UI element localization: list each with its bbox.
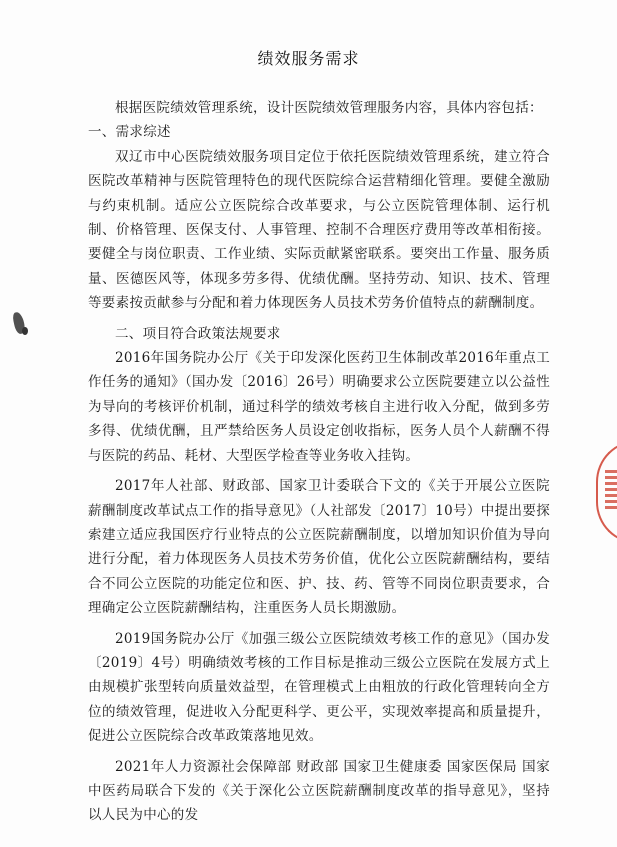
policy-paragraph-2017: 2017年人社部、财政部、国家卫计委联合下文的《关于开展公立医院薪酬制度改革试点工作的指导意见》（人社部发〔2017〕10号）中提出要探索建立适应我国医疗行业特点的公立医院薪酬制度，以增加知识价值为导向进行分配，着力体现医务人员技术劳务价值，优化公立医院薪酬结构，要结合不同公立医院的功能定位和医、护、技、药、管等不同岗位职责要求，合理确定公立医院薪酬结构，注重医务人员长期激励。 bbox=[88, 478, 550, 617]
document-title: 绩效服务需求 bbox=[257, 49, 360, 68]
intro-paragraph: 根据医院绩效管理系统，设计医院绩效管理服务内容，具体内容包括： bbox=[115, 100, 543, 116]
policy-paragraph-2021: 2021年人力资源社会保障部 财政部 国家卫生健康委 国家医保局 国家中医药局联合下发的《关于深化公立医院薪酬制度改革的指导意见》，坚持以人民为中心的发 bbox=[88, 758, 550, 824]
policy-paragraph-2019: 2019国务院办公厅《加强三级公立医院绩效考核工作的意见》（国办发〔2019〕4号）明确绩效考核的工作目标是推动三级公立医院在发展方式上由规模扩张型转向质量效益型，在管理模式上由粗放的行政化管理转向全方位的绩效管理，促进收入分配更科学、更公平，实现效率提高和质量提升，促进公立医院综合改革政策落地见效。 bbox=[88, 630, 550, 745]
document-body bbox=[88, 96, 550, 828]
section-2-heading: 二、项目符合政策法规要求 bbox=[115, 325, 281, 342]
red-seal-stamp-text bbox=[605, 470, 617, 510]
policy-paragraph-2016: 2016年国务院办公厅《关于印发深化医药卫生体制改革2016年重点工作任务的通知》（国办发〔2016〕26号）明确要求公立医院要建立以公益性为导向的考核评价机制，通过科学的绩效考核自主进行收入分配，做到多劳多得、优绩优酬，且严禁给医务人员设定创收指标，医务人员个人薪酬不得与医院的药品、耗材、大型医学检查等业务收入挂钩。 bbox=[88, 350, 550, 464]
ink-smudge-dot bbox=[22, 327, 28, 335]
section-1-heading: 一、需求综述 bbox=[88, 124, 171, 141]
section-1-paragraph: 双辽市中心医院绩效服务项目定位于依托医院绩效管理系统，建立符合医院改革精神与医院管理特色的现代医院综合运营精细化管理。要健全激励与约束机制。适应公立医院综合改革要求，与公立医院管理体制、运行机制、价格管理、医保支付、人事管理、控制不合理医疗费用等改革相衔接。要健全与岗位职责、工作业绩、实际贡献紧密联系。要突出工作量、服务质量、医德医风等，体现多劳多得、优绩优酬。坚持劳动、知识、技术、管理等要素按贡献参与分配和着力体现医务人员技术劳务价值特点的薪酬制度。 bbox=[88, 148, 550, 312]
